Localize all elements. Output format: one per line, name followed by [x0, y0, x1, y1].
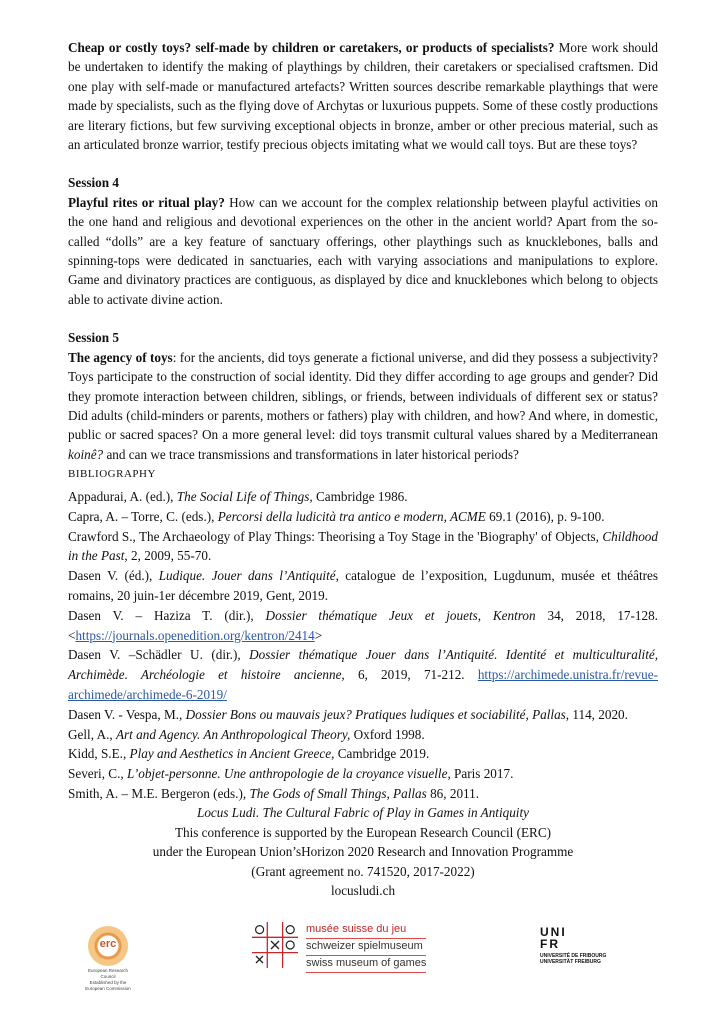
museum-name: musée suisse du jeu schweizer spielmuseum swiss museum of games [306, 922, 426, 973]
session-5 [68, 328, 658, 464]
bibliography-entry: Gell, A., Art and Agency. An Anthropological Theory, Oxford 1998. [68, 726, 425, 742]
footer-line: under the European Union’sHorizon 2020 Research and Innovation Programme [152, 844, 574, 860]
session-5-paragraph: The agency of toys: for the ancients, did toys generate a fictional universe, and did they possess a subjectivity? Toys participate to the construction of social identity. Did they differ according to age groups and gender? Did they promote interaction between children, siblings, or friends, between individuals of different sex or status? Did adults (child-minders or parents, mothers or fathers) play with children, and how? And where, in domestic, public or sacred spaces? On a more general level: did toys transmit cultural values shared by a Mediterranean koinê? and can we trace transmissions and transformations in later historical periods? [68, 349, 658, 462]
intro-question: Cheap or costly toys? self-made by children or caretakers, or products of specialists? [68, 40, 555, 55]
intro-paragraph: Cheap or costly toys? self-made by children or caretakers, or products of specialists? More work should be undertaken to identify the making of playthings by children, their caretakers or specialised craftsmen. Did one play with self-made or manufactured artefacts? Written sources describe remarkable playthings that were made by specialists, such as the flying dove of Archytas or luxurious puppets. Some of these costly productions are literary fictions, but few surviving exceptional objects in bronze, amber or other precious material, such as an articulated bronze warrior, testify precious objects imitating what we would call toys. But are these toys? [68, 40, 659, 153]
session-4 [68, 173, 658, 309]
main-text [68, 38, 658, 464]
bibliography-entry: Dasen V. – Haziza T. (dir.), Dossier thématique Jeux et jouets, Kentron 34, 2018, 17-128. <https://journals.openedition.org/kentron/2414> [68, 607, 658, 643]
bibliography-entry: Capra, A. – Torre, C. (eds.), Percorsi della ludicità tra antico e modern, ACME 69.1 (2016), p. 9-100. [68, 508, 605, 524]
session-4-heading: Session 4 [68, 175, 119, 191]
erc-logo [80, 926, 136, 992]
footer-line: (Grant agreement no. 741520, 2017-2022) [251, 863, 475, 879]
bibliography-entry: Crawford S., The Archaeology of Play Things: Theorising a Toy Stage in the 'Biography' of Objects, Childhood in the Past, 2, 2009, 55-70. [68, 528, 658, 564]
logo-row [0, 920, 724, 990]
reference-link[interactable]: https://journals.openedition.org/kentron/2414 [75, 627, 315, 643]
footer [68, 803, 658, 901]
footer-title: Locus Ludi. The Cultural Fabric of Play in Games in Antiquity [196, 805, 529, 820]
erc-caption: European Research Council Established by the European Commission [85, 968, 131, 991]
bibliography-entry: Appadurai, A. (ed.), The Social Life of Things, Cambridge 1986. [68, 489, 408, 504]
bibliography [68, 466, 658, 804]
footer-line: This conference is supported by the European Research Council (ERC) [174, 824, 552, 840]
bibliography-entry: Dasen V. - Vespa, M., Dossier Bons ou mauvais jeux? Pratiques ludiques et sociabilité, Pallas, 114, 2020. [68, 706, 628, 722]
unifr-logo: UNI FR UNIVERSITÉ DE FRIBOURG UNIVERSITÄT FREIBURG [540, 925, 607, 965]
erc-emblem-icon: erc [88, 926, 128, 966]
bibliography-heading: BIBLIOGRAPHY [68, 468, 156, 480]
bibliography-list [68, 487, 658, 804]
bibliography-entry: Kidd, S.E., Play and Aesthetics in Ancient Greece, Cambridge 2019. [68, 746, 430, 762]
bibliography-entry: Dasen V. (éd.), Ludique. Jouer dans l’Antiquité, catalogue de l’exposition, Lugdunum, musée et théâtres romains, 20 juin-1er décembre 2019, Gent, 2019. [68, 568, 658, 603]
bibliography-entry: Dasen V. –Schädler U. (dir.), Dossier thématique Jouer dans l’Antiquité. Identité et multiculturalité, Archimède. Archéologie et histoire ancienne, 6, 2019, 71-212. https://archimede.unistra.fr/revue-archimede/archimede-6-2019/ [68, 647, 659, 702]
session-4-paragraph: Playful rites or ritual play? How can we account for the complex relationship between playful activities on the one hand and religious and devotional experiences on the other in the ancient world? Apart from the so-called “dolls” are a key feature of sanctuary offerings, other playthings such as knucklebones, balls and spinning-tops were dedicated in sanctuaries, each with varying associations and manipulations to explore. Game and divinatory practices are contiguous, as displayed by dice and knucklebones which belong to objects able to activate divine action. [68, 194, 658, 307]
bibliography-entry: Severi, C., L’objet-personne. Une anthropologie de la croyance visuelle, Paris 2017. [68, 766, 514, 782]
footer-site: locusludi.ch [330, 883, 396, 899]
tic-tac-toe-icon [252, 922, 298, 968]
session-5-heading: Session 5 [68, 330, 119, 346]
reference-link[interactable]: https://archimede.unistra.fr/revue-archimede/archimede-6-2019/ [68, 667, 658, 702]
bibliography-entry: Smith, A. – M.E. Bergeron (eds.), The Gods of Small Things, Pallas 86, 2011. [68, 785, 480, 801]
